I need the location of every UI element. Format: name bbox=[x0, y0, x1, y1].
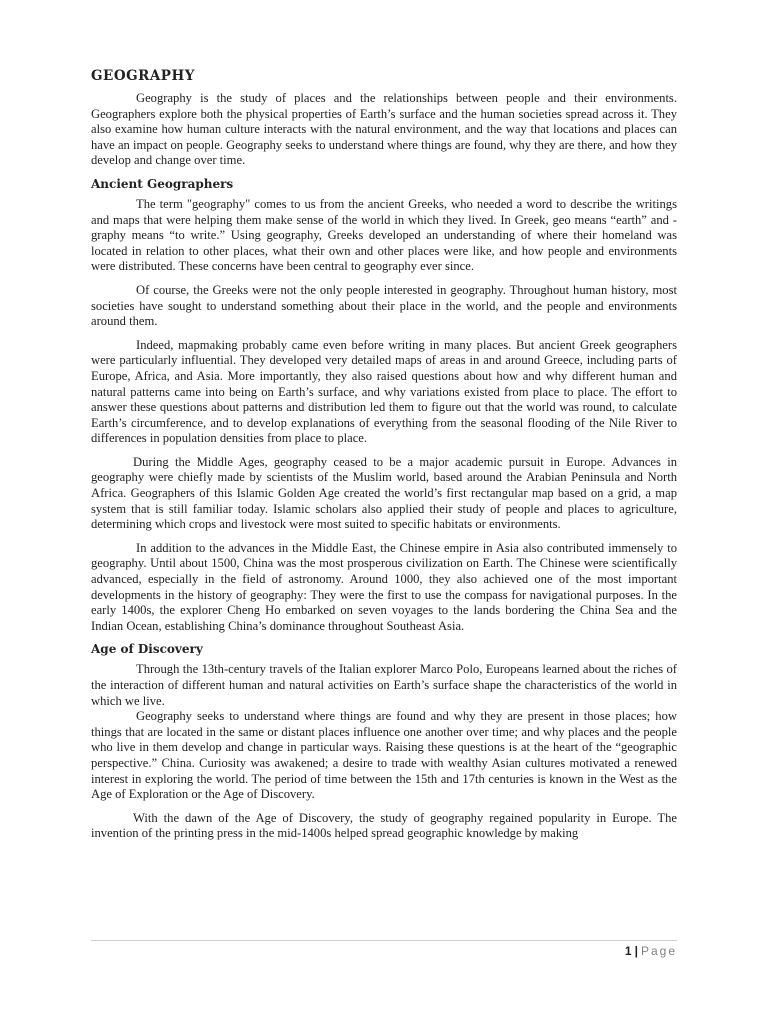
paragraph: Geography seeks to understand where things are found and why they are present in those places; how things that are located in the same or distant places influence one another over time; and why places and the people who live in them develop and change in particular ways. Raising these questions is at the heart of the “geographic perspective.” China. Curiosity was awakened; a desire to trade with wealthy Asian cultures motivated a renewed interest in exploring the world. The period of time between the 15th and 17th centuries is known in the West as the Age of Exploration or the Age of Discovery. bbox=[91, 709, 677, 802]
paragraph: With the dawn of the Age of Discovery, the study of geography regained popularity in Europe. The invention of the printing press in the mid-1400s helped spread geographic knowledge by making bbox=[91, 810, 677, 841]
paragraph: In addition to the advances in the Middle East, the Chinese empire in Asia also contributed immensely to geography. Until about 1500, China was the most prosperous civilization on Earth. The Chinese were scientifically advanced, especially in the field of astronomy. Around 1000, they also achieved one of the most important developments in the history of geography: They were the first to use the compass for navigational purposes. In the early 1400s, the explorer Cheng Ho embarked on seven voyages to the lands bordering the China Sea and the Indian Ocean, establishing China’s dominance throughout Southeast Asia. bbox=[91, 540, 677, 633]
paragraph: Through the 13th-century travels of the Italian explorer Marco Polo, Europeans learned about the riches of the interaction of different human and natural activities on Earth’s surface shape the characteristics of the world in which we live. bbox=[91, 662, 677, 708]
document-title: GEOGRAPHY bbox=[91, 68, 195, 84]
footer-separator: | bbox=[634, 944, 638, 958]
paragraph: Of course, the Greeks were not the only people interested in geography. Throughout human history, most societies have sought to understand something about their place in the world, and the people and environments around them. bbox=[91, 282, 677, 329]
page-footer bbox=[625, 944, 677, 958]
footer-divider bbox=[91, 940, 677, 941]
section-heading-ancient: Ancient Geographers bbox=[91, 176, 234, 191]
page-number: 1 bbox=[624, 944, 632, 958]
paragraph: During the Middle Ages, geography ceased to be a major academic pursuit in Europe. Advances in geography were chiefly made by scientists of the Muslim world, based around the Arabian Peninsula and North Africa. Geographers of this Islamic Golden Age created the world’s first rectangular map based on a grid, a map system that is still familiar today. Islamic scholars also applied their study of people and places to agriculture, determining which crops and livestock were most suited to specific habitats or environments. bbox=[91, 454, 677, 532]
intro-paragraph: Geography is the study of places and the relationships between people and their environments. Geographers explore both the physical properties of Earth’s surface and the human societies spread across it. They also examine how human culture interacts with the natural environment, and the way that locations and places can have an impact on people. Geography seeks to understand where things are found, why they are there, and how they develop and change over time. bbox=[91, 91, 677, 168]
section-heading-discovery: Age of Discovery bbox=[91, 642, 203, 657]
document-page bbox=[91, 68, 677, 850]
paragraph: Indeed, mapmaking probably came even before writing in many places. But ancient Greek geographers were particularly influential. They developed very detailed maps of areas in and around Greece, including parts of Europe, Africa, and Asia. More importantly, they also raised questions about how and why different human and natural patterns came into being on Earth’s surface, and why variations existed from place to place. The effort to answer these questions about patterns and distribution led them to figure out that the world was round, to calculate Earth’s circumference, and to develop explanations of everything from the seasonal flooding of the Nile River to differences in population densities from place to place. bbox=[91, 337, 677, 446]
paragraph: The term "geography" comes to us from the ancient Greeks, who needed a word to describe the writings and maps that were helping them make sense of the world in which they lived. In Greek, geo means “earth” and -graphy means “to write.” Using geography, Greeks developed an understanding of where their homeland was located in relation to other places, what their own and other places were like, and how people and environments were distributed. These concerns have been central to geography ever since. bbox=[91, 196, 677, 274]
page-label: Page bbox=[640, 944, 677, 958]
